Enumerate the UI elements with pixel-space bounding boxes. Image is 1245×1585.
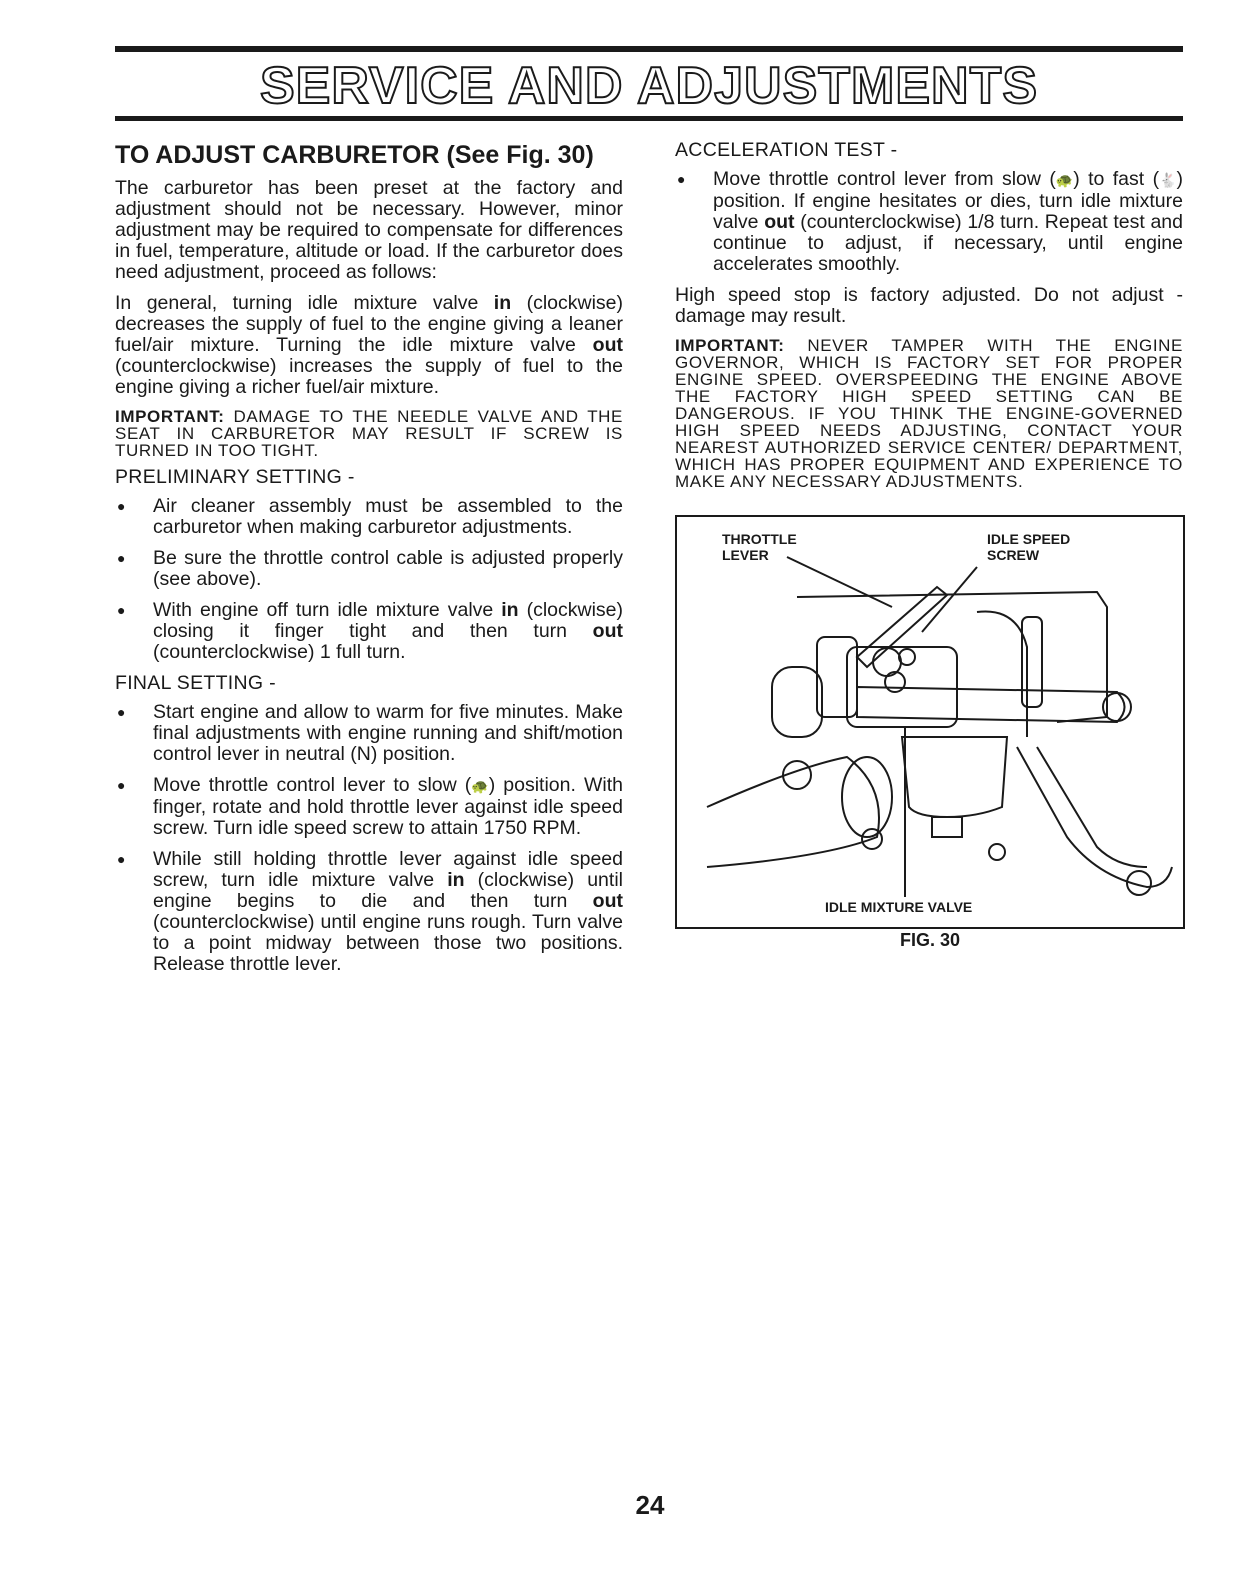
text-run: (counterclockwise) until engine runs rough. Turn valve to a point midway between those two positions. Release throttle lever. [153, 911, 623, 975]
text-run: In general, turning idle mixture valve [115, 292, 494, 314]
list-item-text: Air cleaner assembly must be assembled to the carburetor when making carburetor adjustments. [153, 495, 623, 538]
bullet-dot-icon: ● [117, 498, 126, 514]
high-speed-paragraph: High speed stop is factory adjusted. Do not adjust - damage may result. [675, 284, 1183, 327]
right-column [675, 140, 1183, 498]
text-run: ) position. If engine hesitates or dies, turn idle mixture valve [713, 168, 1183, 233]
bullet-dot-icon: ● [117, 602, 126, 618]
bold-run: out [592, 620, 623, 642]
idle-speed-leader-line [922, 567, 977, 632]
text-run: ) position. With finger, rotate and hold throttle lever against idle speed screw. Turn idle speed screw to attain 1750 RPM. [153, 774, 623, 839]
text-run: (clockwise) until engine begins to die and then turn [153, 869, 623, 912]
top-rule [115, 46, 1183, 52]
turtle-icon: 🐢 [471, 778, 489, 794]
turtle-icon: 🐢 [1055, 172, 1074, 188]
text-run: ) to fast ( [1073, 168, 1160, 190]
important-note [115, 408, 623, 459]
list-item [115, 849, 623, 975]
list-item [675, 169, 1183, 275]
rabbit-icon: 🐇 [1159, 172, 1177, 188]
bullet-dot-icon: ● [117, 550, 126, 566]
important-label: IMPORTANT: [675, 336, 785, 355]
carburetor-figure [675, 515, 1185, 929]
bold-run: out [592, 334, 623, 356]
throttle-lever-label [722, 531, 797, 563]
list-item [115, 548, 623, 590]
text-run: (clockwise) decreases the supply of fuel to the engine giving a leaner fuel/air mixture. Turning the idle mixture valve [115, 292, 624, 356]
page-title: SERVICE AND ADJUSTMENTS [259, 57, 1039, 115]
important-text: NEVER TAMPER WITH THE ENGINE GOVERNOR, WHICH IS FACTORY SET FOR PROPER ENGINE SPEED. OVERSPEEDING THE ENGINE ABOVE THE FACTORY HIGH SPEED SETTING CAN BE DANGEROUS. IF YOU THINK THE ENGINE-GOVERNED HIGH SPEED NEEDS ADJUSTING, CONTACT YOUR NEAREST AUTHORIZED SERVICE CENTER/ DEPARTMENT, WHICH HAS PROPER EQUIPMENT AND EXPERIENCE TO MAKE ANY NECESSARY ADJUSTMENTS. [675, 336, 1183, 491]
section-heading: TO ADJUST CARBURETOR (See Fig. 30) [115, 141, 594, 169]
figure-caption: FIG. 30 [899, 930, 961, 950]
list-item-text: Be sure the throttle control cable is adjusted properly (see above). [153, 547, 623, 590]
text-run: (counterclockwise) 1 full turn. [153, 641, 406, 663]
text-run: Move throttle control lever from slow ( [713, 168, 1056, 190]
list-item-text: Start engine and allow to warm for five minutes. Make final adjustments with engine running and shift/motion control lever in neutral (N) position. [153, 701, 623, 765]
important-note [675, 337, 1183, 490]
intro-paragraph: The carburetor has been preset at the factory and adjustment should not be necessary. However, minor adjustment may be required to compensate for differences in fuel, temperature, altitude or load. If the carburetor does need adjustment, proceed as follows: [115, 177, 623, 283]
final-setting-label: FINAL SETTING - [115, 672, 276, 694]
text-run: (counterclockwise) increases the supply of fuel to the engine giving a richer fuel/air mixture. [115, 355, 623, 398]
acceleration-list [675, 169, 1183, 275]
bottom-rule [115, 116, 1183, 121]
page-number: 24 [635, 1490, 665, 1520]
general-paragraph [115, 293, 623, 398]
acceleration-test-label: ACCELERATION TEST - [675, 139, 898, 161]
important-text: DAMAGE TO THE NEEDLE VALVE AND THE SEAT IN CARBURETOR MAY RESULT IF SCREW IS TURNED IN TOO TIGHT. [115, 407, 623, 460]
bold-run: in [493, 292, 512, 314]
label-line: IDLE SPEED [987, 531, 1071, 547]
text-run: While still holding throttle lever against idle speed screw, turn idle mixture valve [153, 848, 623, 891]
text-run: (clockwise) closing it finger tight and then turn [153, 599, 623, 642]
final-list [115, 702, 623, 975]
list-item [115, 600, 623, 663]
text-run: (counterclockwise) 1/8 turn. Repeat test and continue to adjust, if necessary, until engine accelerates smoothly. [713, 211, 1183, 275]
idle-mixture-valve-label: IDLE MIXTURE VALVE [825, 899, 973, 915]
bold-run: in [501, 599, 519, 621]
preliminary-setting-label: PRELIMINARY SETTING - [115, 466, 355, 488]
bold-run: out [592, 890, 623, 912]
bold-run: in [447, 869, 465, 891]
label-line: THROTTLE [722, 531, 797, 547]
bold-run: out [764, 211, 795, 233]
carburetor-illustration [677, 517, 1183, 927]
bullet-dot-icon: ● [117, 704, 126, 720]
idle-speed-screw-label [987, 531, 1070, 563]
list-item [115, 496, 623, 538]
bullet-dot-icon: ● [677, 171, 686, 187]
left-column [115, 140, 623, 985]
text-run: Move throttle control lever to slow ( [153, 774, 472, 796]
text-run: With engine off turn idle mixture valve [153, 599, 502, 621]
list-item [115, 702, 623, 765]
list-item [115, 775, 623, 839]
important-label: IMPORTANT: [115, 407, 225, 426]
label-line: LEVER [722, 547, 769, 563]
preliminary-list [115, 496, 623, 663]
bullet-dot-icon: ● [117, 851, 126, 867]
label-line: SCREW [987, 547, 1040, 563]
throttle-leader-line [787, 557, 892, 607]
bullet-dot-icon: ● [117, 777, 126, 793]
